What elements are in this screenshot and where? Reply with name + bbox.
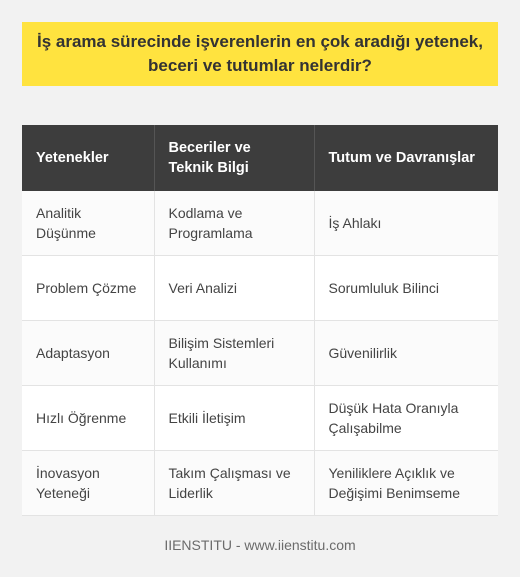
footer-credit: IIENSTITU - www.iienstitu.com (164, 537, 356, 553)
table-cell: Takım Çalışması ve Liderlik (154, 451, 314, 516)
table-cell: Analitik Düşünme (22, 191, 154, 256)
table-cell: Hızlı Öğrenme (22, 386, 154, 451)
table-cell: Etkili İletişim (154, 386, 314, 451)
table-row (22, 191, 498, 256)
table-cell: Yeniliklere Açıklık ve Değişimi Benimseme (314, 451, 498, 516)
table-cell: Adaptasyon (22, 321, 154, 386)
table-row (22, 321, 498, 386)
skills-table (22, 125, 498, 516)
table-cell: Problem Çözme (22, 256, 154, 321)
column-header-tutum: Tutum ve Davranışlar (314, 125, 498, 191)
column-header-beceriler: Beceriler ve Teknik Bilgi (154, 125, 314, 191)
title-banner (22, 22, 498, 86)
table-cell: Bilişim Sistemleri Kullanımı (154, 321, 314, 386)
table-cell: Veri Analizi (154, 256, 314, 321)
table-cell: İş Ahlakı (314, 191, 498, 256)
table-header-row (22, 125, 498, 191)
table-cell: Güvenilirlik (314, 321, 498, 386)
table-cell: Düşük Hata Oranıyla Çalışabilme (314, 386, 498, 451)
table-cell: İnovasyon Yeteneği (22, 451, 154, 516)
column-header-yetenekler: Yetenekler (22, 125, 154, 191)
table-row (22, 256, 498, 321)
table-row (22, 386, 498, 451)
table-cell: Sorumluluk Bilinci (314, 256, 498, 321)
table-row (22, 451, 498, 516)
table-cell: Kodlama ve Programlama (154, 191, 314, 256)
page-title: İş arama sürecinde işverenlerin en çok aradığı yetenek, beceri ve tutumlar nelerdir? (36, 32, 483, 75)
